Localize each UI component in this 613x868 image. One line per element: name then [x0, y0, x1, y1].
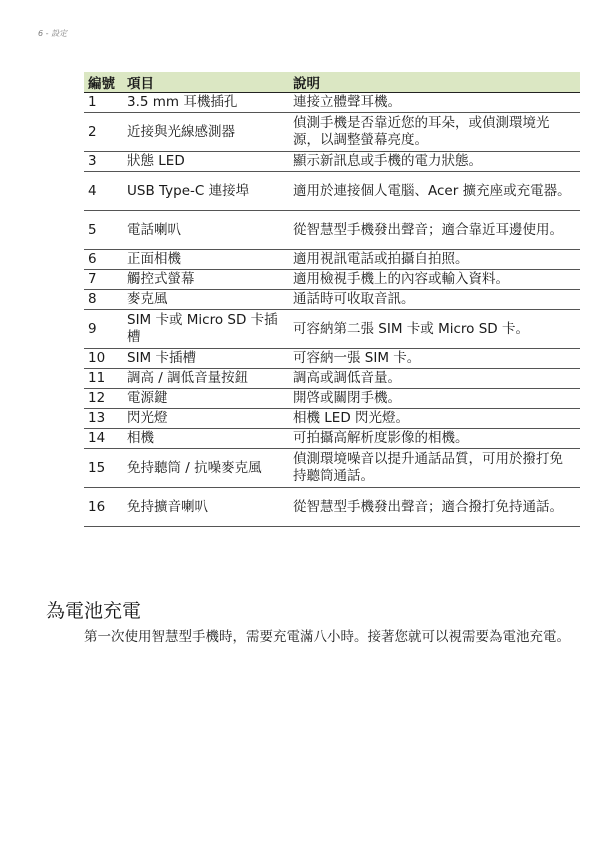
table-row — [84, 152, 580, 172]
row-item: 麥克風 — [119, 290, 289, 310]
row-description: 可容納一張 SIM 卡。 — [289, 349, 580, 369]
row-item: 狀態 LED — [119, 152, 289, 172]
row-item: 觸控式螢幕 — [119, 270, 289, 290]
table-row — [84, 409, 580, 429]
row-description: 通話時可收取音訊。 — [289, 290, 580, 310]
table-row — [84, 290, 580, 310]
row-description: 顯示新訊息或手機的電力狀態。 — [289, 152, 580, 172]
header-number: 編號 — [84, 72, 119, 93]
row-description: 開啓或關閉手機。 — [289, 389, 580, 409]
row-item: 電話喇叭 — [119, 211, 289, 250]
row-description: 調高或調低音量。 — [289, 369, 580, 389]
row-description: 適用於連接個人電腦、Acer 擴充座或充電器。 — [289, 172, 580, 211]
table-header-row — [84, 72, 580, 93]
row-description: 可容納第二張 SIM 卡或 Micro SD 卡。 — [289, 310, 580, 349]
table-row — [84, 250, 580, 270]
table-row — [84, 429, 580, 449]
row-number: 12 — [84, 389, 119, 409]
row-item: 正面相機 — [119, 250, 289, 270]
row-number: 16 — [84, 488, 119, 527]
table-row — [84, 349, 580, 369]
row-number: 14 — [84, 429, 119, 449]
row-description: 偵測環境噪音以提升通話品質，可用於撥打免持聽筒通話。 — [289, 449, 580, 488]
table-row — [84, 449, 580, 488]
row-number: 11 — [84, 369, 119, 389]
table-row — [84, 488, 580, 527]
row-number: 15 — [84, 449, 119, 488]
row-description: 相機 LED 閃光燈。 — [289, 409, 580, 429]
row-item: USB Type-C 連接埠 — [119, 172, 289, 211]
row-item: 近接與光線感測器 — [119, 113, 289, 152]
table-row — [84, 310, 580, 349]
row-number: 13 — [84, 409, 119, 429]
row-number: 3 — [84, 152, 119, 172]
row-number: 7 — [84, 270, 119, 290]
row-item: SIM 卡插槽 — [119, 349, 289, 369]
row-description: 從智慧型手機發出聲音；適合撥打免持通話。 — [289, 488, 580, 527]
table-row — [84, 270, 580, 290]
row-number: 9 — [84, 310, 119, 349]
section-title: 為電池充電 — [46, 600, 142, 622]
row-description: 適用視訊電話或拍攝自拍照。 — [289, 250, 580, 270]
table-row — [84, 211, 580, 250]
table-row — [84, 113, 580, 152]
row-item: 免持擴音喇叭 — [119, 488, 289, 527]
row-item: 電源鍵 — [119, 389, 289, 409]
table-row — [84, 369, 580, 389]
row-description: 偵測手機是否靠近您的耳朵，或偵測環境光源，以調整螢幕亮度。 — [289, 113, 580, 152]
row-item: 調高 / 調低音量按鈕 — [119, 369, 289, 389]
row-description: 可拍攝高解析度影像的相機。 — [289, 429, 580, 449]
row-number: 10 — [84, 349, 119, 369]
row-number: 8 — [84, 290, 119, 310]
row-number: 1 — [84, 93, 119, 113]
row-item: 免持聽筒 / 抗噪麥克風 — [119, 449, 289, 488]
row-item: 3.5 mm 耳機插孔 — [119, 93, 289, 113]
row-description: 連接立體聲耳機。 — [289, 93, 580, 113]
row-number: 2 — [84, 113, 119, 152]
section-body: 第一次使用智慧型手機時，需要充電滿八小時。接著您就可以視需要為電池充電。 — [84, 629, 570, 645]
row-description: 從智慧型手機發出聲音；適合靠近耳邊使用。 — [289, 211, 580, 250]
row-item: 相機 — [119, 429, 289, 449]
row-description: 適用檢視手機上的內容或輸入資料。 — [289, 270, 580, 290]
header-item: 項目 — [119, 72, 289, 93]
row-item: SIM 卡或 Micro SD 卡插槽 — [119, 310, 289, 349]
row-number: 6 — [84, 250, 119, 270]
component-table — [84, 72, 580, 527]
running-header: 6 - 設定 — [38, 29, 68, 38]
header-description: 說明 — [289, 72, 580, 93]
table-row — [84, 93, 580, 113]
table-row — [84, 389, 580, 409]
table-row — [84, 172, 580, 211]
row-number: 5 — [84, 211, 119, 250]
row-number: 4 — [84, 172, 119, 211]
row-item: 閃光燈 — [119, 409, 289, 429]
